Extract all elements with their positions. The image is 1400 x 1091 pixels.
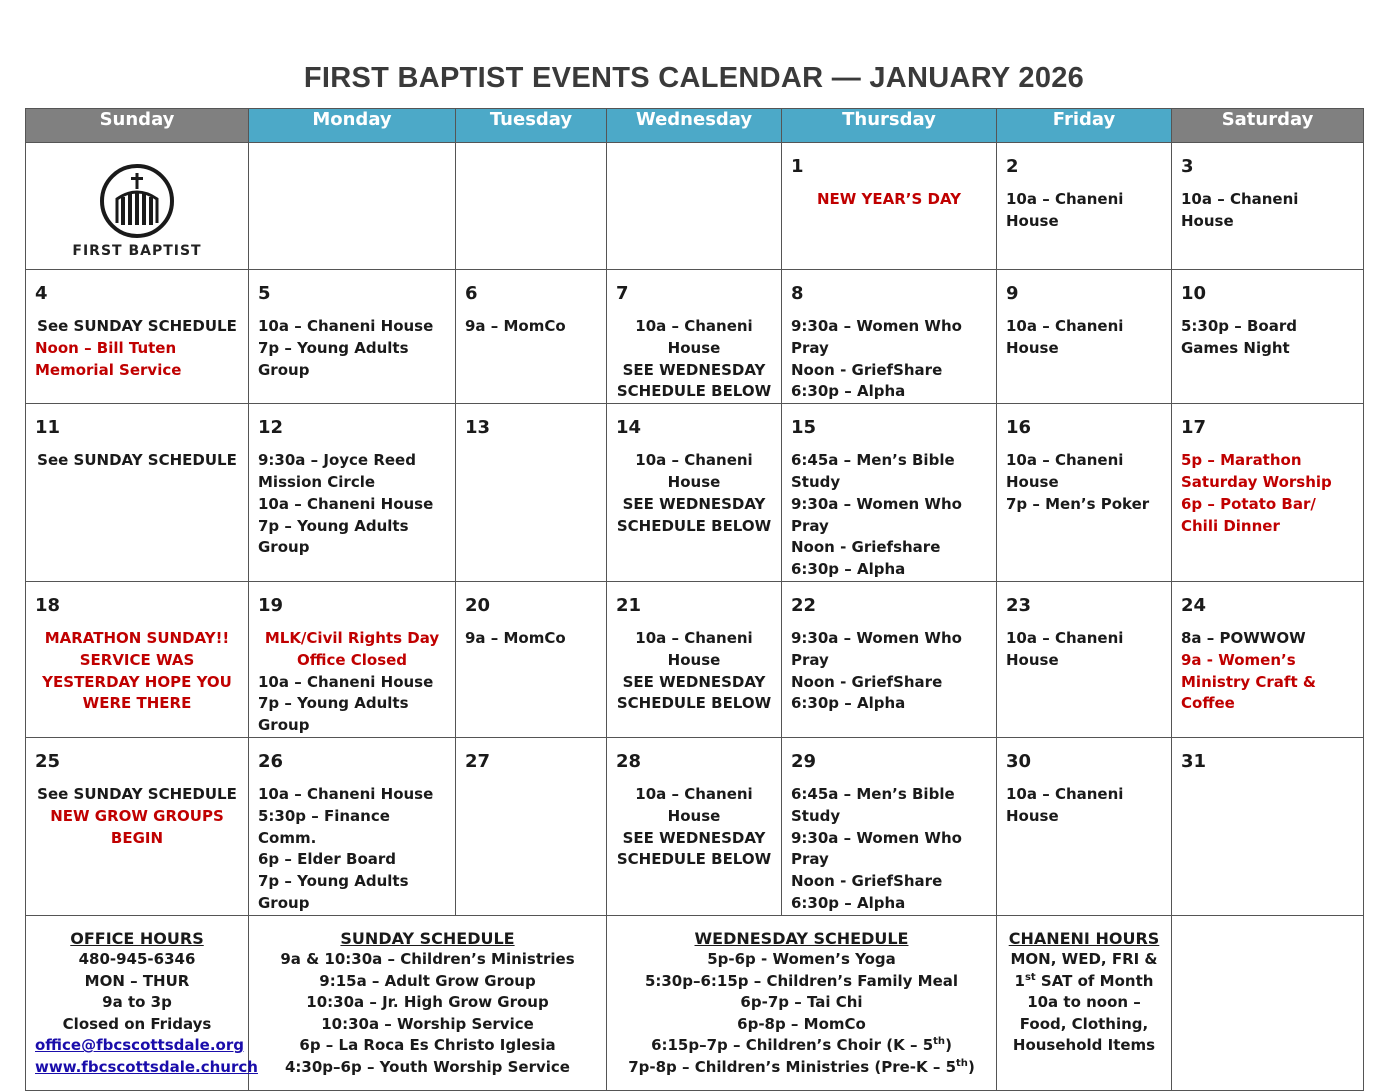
event-text: 7p – Young Adults Group: [258, 694, 409, 735]
event-text: Noon – Bill Tuten Memorial Service: [35, 338, 182, 379]
event-text: 9:30a – Women Who Pray: [791, 317, 962, 357]
day-cell-9: [997, 270, 1172, 404]
day-cell-30: [997, 737, 1172, 915]
day-number: 12: [258, 417, 284, 439]
day-header-monday: Monday: [249, 109, 456, 143]
day-cell-25: [26, 737, 249, 915]
event-text: SEE WEDNESDAY SCHEDULE BELOW: [616, 494, 772, 535]
day-cell-6: [456, 270, 607, 404]
day-number: 27: [465, 750, 491, 772]
day-cell-17: [1172, 404, 1364, 582]
event-text: 10a – Chaneni House: [258, 672, 434, 691]
event-text: 10a – Chaneni House: [258, 494, 434, 513]
day-cell-2: [997, 143, 1172, 270]
day-number: 7: [616, 283, 629, 304]
empty-day-cell: [456, 143, 607, 270]
day-number: 30: [1006, 750, 1032, 772]
day-number: 14: [616, 417, 642, 439]
event-text: NEW GROW GROUPS BEGIN: [50, 806, 224, 847]
chaneni-line: 1st SAT of Month: [1014, 971, 1154, 990]
day-cell-12: [249, 404, 456, 582]
event-text: 10a – Chaneni House: [635, 784, 753, 825]
event-text: 10a – Chaneni House: [1006, 784, 1124, 825]
day-number: 4: [35, 283, 48, 304]
wednesday-item: 5:30p–6:15p – Children’s Family Meal: [644, 971, 959, 990]
event-text: 9a – MomCo: [465, 317, 566, 335]
day-header-wednesday: Wednesday: [607, 109, 782, 143]
church-logo-icon: [99, 163, 175, 239]
day-cell-24: [1172, 581, 1364, 737]
day-cell-10: [1172, 270, 1364, 404]
event-text: 6:30p – Alpha: [791, 382, 906, 401]
day-number: 1: [791, 156, 804, 177]
event-text: 7p – Young Adults Group: [258, 872, 409, 912]
day-number: 9: [1006, 283, 1019, 304]
day-cell-7: [607, 270, 782, 404]
week-row: [26, 143, 1364, 270]
event-text: 10a – Chaneni House: [1006, 190, 1124, 230]
info-row: [26, 915, 1364, 1090]
day-number: 28: [616, 750, 642, 772]
day-number: 8: [791, 283, 804, 304]
day-cell-28: [607, 737, 782, 915]
wednesday-item: 5p-6p - Women’s Yoga: [707, 950, 896, 969]
day-cell-13: [456, 404, 607, 582]
day-number: 31: [1181, 750, 1207, 772]
event-text: 5p – Marathon Saturday Worship: [1181, 451, 1332, 491]
day-cell-4: [26, 270, 249, 404]
event-text: 5:30p – Finance Comm.: [258, 806, 390, 847]
office-email-link[interactable]: office@fbcscottsdale.org: [35, 1036, 244, 1055]
sunday-item: 6p – La Roca Es Christo Iglesia: [299, 1036, 556, 1055]
event-text: 5:30p – Board Games Night: [1181, 317, 1297, 357]
church-logo: [26, 143, 248, 259]
event-text: Noon - GriefShare: [791, 360, 943, 379]
event-text: MLK/Civil Rights Day Office Closed: [264, 628, 440, 669]
event-text: 7p – Young Adults Group: [258, 516, 409, 557]
event-text: 6:30p – Alpha: [791, 893, 906, 912]
day-cell-8: [782, 270, 997, 404]
sunday-item: 10:30a – Worship Service: [321, 1014, 534, 1033]
day-cell-27: [456, 737, 607, 915]
day-number: 29: [791, 750, 817, 772]
event-text: 10a – Chaneni House: [635, 628, 753, 669]
day-number: 21: [616, 594, 642, 616]
office-hours: 9a to 3p: [102, 993, 172, 1012]
sunday-schedule-heading: SUNDAY SCHEDULE: [340, 928, 515, 948]
event-text: 10a – Chaneni House: [258, 317, 434, 335]
day-number: 17: [1181, 417, 1207, 439]
week-row: [26, 581, 1364, 737]
sunday-schedule-cell: [249, 915, 607, 1090]
website-link[interactable]: www.fbcscottsdale.church: [35, 1057, 258, 1076]
day-number: 25: [35, 750, 61, 772]
wednesday-item: 6p-8p – MomCo: [737, 1014, 866, 1033]
event-text: 9:30a – Women Who Pray: [791, 628, 962, 669]
sunday-item: 9a & 10:30a – Children’s Ministries: [280, 950, 575, 969]
day-cell-1: [782, 143, 997, 270]
event-text: SEE WEDNESDAY SCHEDULE BELOW: [616, 672, 772, 713]
event-text: 10a – Chaneni House: [1006, 628, 1124, 669]
empty-day-cell: [607, 143, 782, 270]
event-text: 9:30a – Joyce Reed Mission Circle: [258, 451, 416, 491]
event-text: 6p – Elder Board: [258, 850, 397, 869]
day-cell-19: [249, 581, 456, 737]
empty-cell: [1172, 915, 1364, 1090]
logo-text: FIRST BAPTIST: [72, 243, 202, 259]
day-number: 5: [258, 283, 271, 304]
day-number: 18: [35, 594, 61, 616]
empty-day-cell: [249, 143, 456, 270]
day-cell-5: [249, 270, 456, 404]
day-number: 15: [791, 417, 817, 439]
calendar-grid: [25, 108, 1364, 1091]
day-header-saturday: Saturday: [1172, 109, 1364, 143]
day-cell-21: [607, 581, 782, 737]
chaneni-line: MON, WED, FRI &: [1010, 950, 1158, 969]
day-cell-15: [782, 404, 997, 582]
day-number: 10: [1181, 283, 1207, 304]
day-number: 2: [1006, 156, 1019, 177]
wednesday-schedule-cell: [607, 915, 997, 1090]
event-text: Noon - GriefShare: [791, 872, 943, 891]
day-number: 23: [1006, 594, 1032, 616]
page-title: FIRST BAPTIST EVENTS CALENDAR — JANUARY 2026: [303, 62, 1085, 94]
event-text: 9:30a – Women Who Pray: [791, 828, 962, 869]
event-text: 7p – Young Adults Group: [258, 338, 409, 379]
day-header-sunday: Sunday: [26, 109, 249, 143]
day-cell-logo: [26, 143, 249, 270]
day-number: 19: [258, 594, 284, 616]
event-text: 9a – MomCo: [465, 628, 566, 647]
event-text: 7p – Men’s Poker: [1006, 494, 1150, 513]
wednesday-item: 6:15p–7p – Children’s Choir (K – 5th): [651, 1036, 952, 1055]
event-text: NEW YEAR’S DAY: [816, 190, 962, 208]
day-cell-3: [1172, 143, 1364, 270]
office-days: MON – THUR: [84, 971, 190, 990]
chaneni-line: 10a to noon – Food, Clothing, Household Items: [1012, 993, 1156, 1055]
day-header-friday: Friday: [997, 109, 1172, 143]
day-number: 26: [258, 750, 284, 772]
day-cell-31: [1172, 737, 1364, 915]
event-text: 10a – Chaneni House: [1181, 190, 1299, 230]
event-text: MARATHON SUNDAY!! SERVICE WAS YESTERDAY HOPE YOU WERE THERE: [42, 628, 232, 713]
week-row: [26, 270, 1364, 404]
event-text: 10a – Chaneni House: [635, 451, 753, 491]
event-text: 9:30a – Women Who Pray: [791, 494, 962, 535]
event-text: 9a - Women’s Ministry Craft & Coffee: [1181, 650, 1316, 713]
event-text: Noon - Griefshare: [791, 538, 941, 557]
wednesday-schedule-heading: WEDNESDAY SCHEDULE: [694, 928, 909, 948]
day-number: 3: [1181, 156, 1194, 177]
sunday-item: 10:30a – Jr. High Grow Group: [306, 993, 549, 1012]
day-cell-11: [26, 404, 249, 582]
event-text: 10a – Chaneni House: [1006, 451, 1124, 491]
day-header-thursday: Thursday: [782, 109, 997, 143]
day-cell-14: [607, 404, 782, 582]
event-text: 6:45a – Men’s Bible Study: [791, 784, 955, 825]
day-cell-29: [782, 737, 997, 915]
day-number: 20: [465, 594, 491, 616]
day-number: 11: [35, 417, 61, 439]
chaneni-hours-cell: [997, 915, 1172, 1090]
day-cell-20: [456, 581, 607, 737]
day-number: 6: [465, 283, 478, 304]
event-text: 6:30p – Alpha: [791, 694, 906, 713]
office-hours-heading: OFFICE HOURS: [70, 928, 204, 948]
sunday-item: 9:15a – Adult Grow Group: [319, 971, 536, 990]
day-number: 13: [465, 417, 491, 439]
day-number: 24: [1181, 594, 1207, 616]
day-cell-22: [782, 581, 997, 737]
event-text: 6:30p – Alpha: [791, 560, 906, 579]
event-text: SEE WEDNESDAY SCHEDULE BELOW: [616, 828, 772, 869]
day-cell-18: [26, 581, 249, 737]
day-header-tuesday: Tuesday: [456, 109, 607, 143]
wednesday-item: 6p-7p – Tai Chi: [740, 993, 863, 1012]
event-text: 10a – Chaneni House: [1006, 317, 1124, 357]
day-cell-16: [997, 404, 1172, 582]
event-text: 6p – Potato Bar/ Chili Dinner: [1181, 494, 1316, 535]
event-text: See SUNDAY SCHEDULE: [37, 317, 237, 335]
event-text: 6:45a – Men’s Bible Study: [791, 451, 955, 491]
event-text: 8a – POWWOW: [1181, 628, 1306, 647]
wednesday-item: 7p-8p – Children’s Ministries (Pre-K – 5th): [628, 1057, 975, 1076]
week-row: [26, 404, 1364, 582]
office-phone: 480-945-6346: [78, 950, 196, 969]
day-number: 16: [1006, 417, 1032, 439]
event-text: See SUNDAY SCHEDULE: [37, 451, 237, 470]
week-row: [26, 737, 1364, 915]
office-closed: Closed on Fridays: [62, 1014, 212, 1033]
chaneni-hours-heading: CHANENI HOURS: [1008, 928, 1160, 948]
day-cell-26: [249, 737, 456, 915]
event-text: See SUNDAY SCHEDULE: [37, 784, 237, 803]
event-text: SEE WEDNESDAY SCHEDULE BELOW: [616, 360, 772, 401]
event-text: 10a – Chaneni House: [258, 784, 434, 803]
event-text: 10a – Chaneni House: [635, 317, 753, 357]
day-number: 22: [791, 594, 817, 616]
day-cell-23: [997, 581, 1172, 737]
event-text: Noon - GriefShare: [791, 672, 943, 691]
sunday-item: 4:30p–6p – Youth Worship Service: [285, 1057, 570, 1076]
office-hours-cell: [26, 915, 258, 1090]
